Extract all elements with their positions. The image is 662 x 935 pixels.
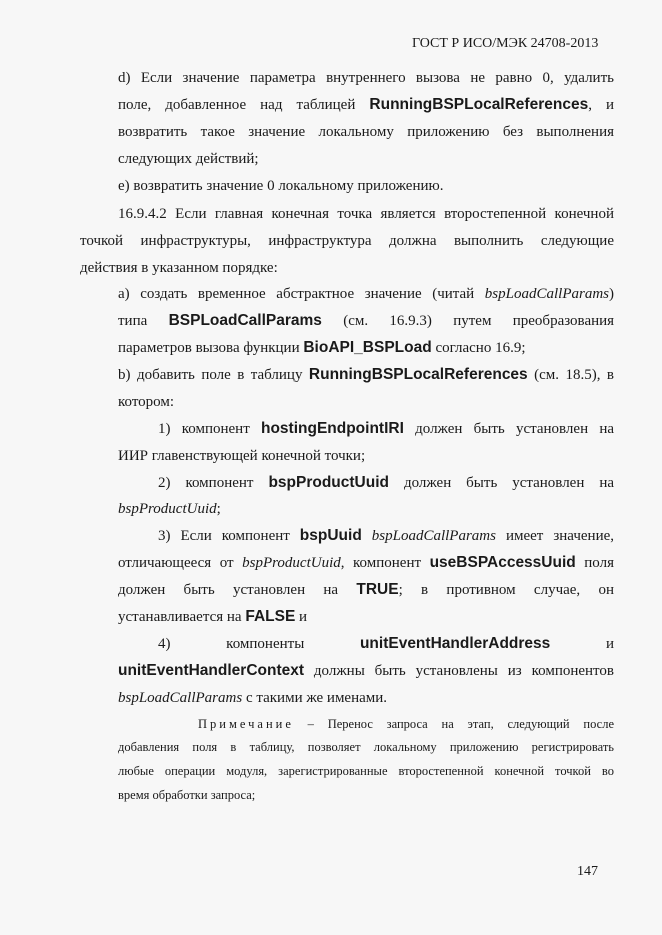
sub-2-line-1: 2) компонент bspProductUuid должен быть установлен на <box>158 474 615 491</box>
item-a-line-2: типа BSPLoadCallParams (см. 16.9.3) путем преобразования <box>118 312 615 329</box>
note-line-4: время обработки запроса; <box>118 788 256 802</box>
code-term: BSPLoadCallParams <box>168 312 322 329</box>
sub-2-line-2: bspProductUuid; <box>118 501 221 517</box>
page-number: 147 <box>577 864 598 879</box>
code-term: bspProductUuid <box>268 474 389 491</box>
sub-1-line-2: ИИР главенствующей конечной точки; <box>118 448 366 464</box>
sub-4-line-1: 4) компоненты unitEventHandlerAddress и <box>158 635 615 652</box>
item-a-line-3: параметров вызова функции BioAPI_BSPLoad согласно 16.9; <box>118 339 526 356</box>
italic-term: bspLoadCallParams <box>118 690 243 706</box>
sub-4-line-3: bspLoadCallParams с такими же именами. <box>118 690 388 706</box>
para-16942-line-3: действия в указанном порядке: <box>80 260 278 276</box>
code-term: BioAPI_BSPLoad <box>303 339 432 356</box>
italic-term: bspProductUuid <box>242 555 341 571</box>
italic-term: bspLoadCallParams <box>371 528 496 544</box>
code-term: bspUuid <box>299 527 362 544</box>
code-term: hostingEndpointIRI <box>260 420 404 437</box>
code-term: TRUE <box>356 581 399 598</box>
item-d-line-1: d) Если значение параметра внутреннего вызова не равно 0, удалить <box>118 70 614 86</box>
para-16942-line-2: точкой инфраструктуры, инфраструктура должна выполнить следующие <box>80 233 614 249</box>
code-term: RunningBSPLocalReferences <box>308 366 528 383</box>
code-term: useBSPAccessUuid <box>429 554 576 571</box>
item-b-line-1: b) добавить поле в таблицу RunningBSPLocalReferences (см. 18.5), в <box>118 366 614 383</box>
code-term: RunningBSPLocalReferences <box>369 96 589 113</box>
note-line-2: добавления поля в таблицу, позволяет локальному приложению регистрировать <box>118 740 614 754</box>
para-16942-line-1: 16.9.4.2 Если главная конечная точка является второстепенной конечной <box>118 206 614 222</box>
item-e-line-1: е) возвратить значение 0 локальному приложению. <box>118 178 444 194</box>
note-label: Примечание <box>198 717 294 731</box>
sub-3-line-4: устанавливается на FALSE и <box>118 608 308 625</box>
sub-3-line-3: должен быть установлен на TRUE; в противном случае, он <box>118 581 615 598</box>
code-term: FALSE <box>245 608 296 625</box>
item-d-line-2: поле, добавленное над таблицей RunningBSPLocalReferences, и <box>118 96 615 113</box>
italic-term: bspLoadCallParams <box>484 286 609 302</box>
item-d-line-3: возвратить такое значение локальному приложению без выполнения <box>118 124 614 140</box>
item-d-line-4: следующих действий; <box>118 151 259 167</box>
sub-3-line-1: 3) Если компонент bspUuid bspLoadCallParams имеет значение, <box>158 527 615 544</box>
standard-header: ГОСТ Р ИСО/МЭК 24708-2013 <box>412 36 599 51</box>
sub-4-line-2: unitEventHandlerContext должны быть установлены из компонентов <box>118 662 614 679</box>
italic-term: bspProductUuid <box>118 501 217 517</box>
sub-3-line-2: отличающееся от bspProductUuid, компонент useBSPAccessUuid поля <box>118 554 614 571</box>
code-term: unitEventHandlerContext <box>118 662 305 679</box>
item-b-line-2: котором: <box>118 394 175 410</box>
note-line-3: любые операции модуля, зарегистрированные второстепенной конечной точкой во <box>118 764 614 778</box>
item-a-line-1: а) создать временное абстрактное значение (читай bspLoadCallParams) <box>118 286 614 302</box>
sub-1-line-1: 1) компонент hostingEndpointIRI должен быть установлен на <box>158 420 614 437</box>
code-term: unitEventHandlerAddress <box>359 635 551 652</box>
note-line-1: Примечание – Перенос запроса на этап, следующий после <box>198 717 614 731</box>
